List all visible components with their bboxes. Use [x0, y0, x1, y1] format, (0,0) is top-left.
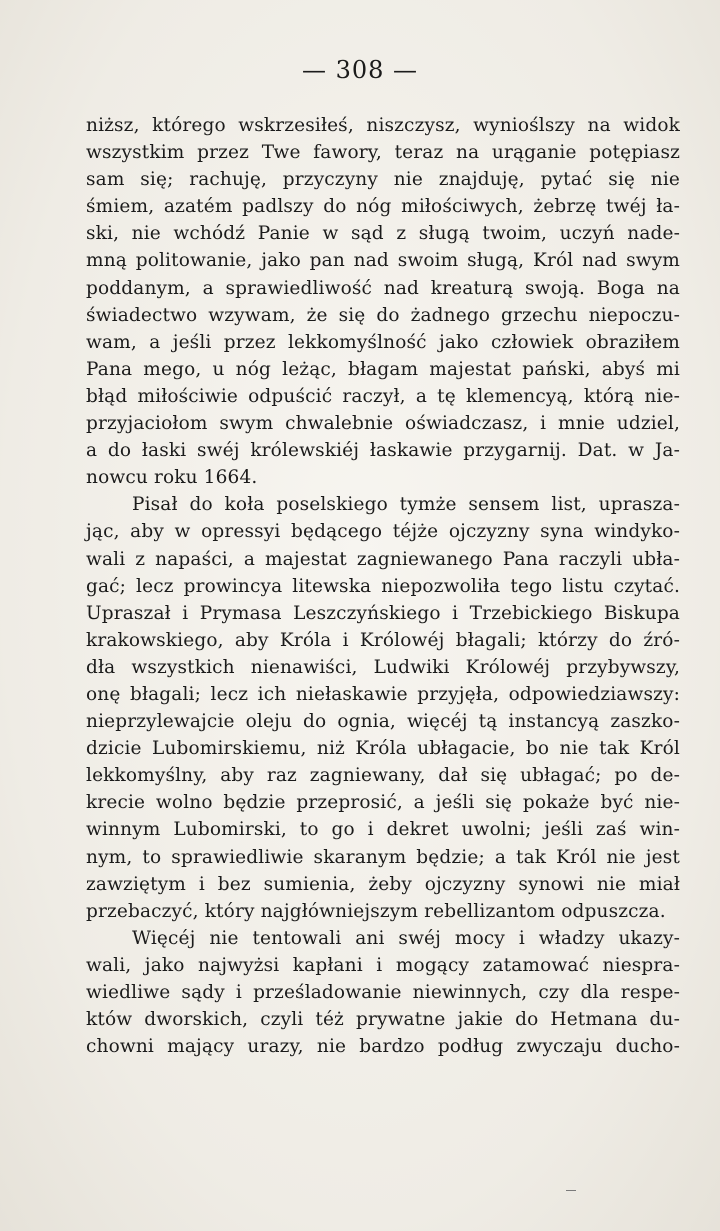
text-line: świadectwo wzywam, że się do żadnego grzechu niepoczu- — [86, 304, 680, 326]
text-line: Więcéj nie tentowali ani swéj mocy i władzy ukazy- — [132, 927, 680, 949]
text-line: dła wszystkich nienawiści, Ludwiki Królowéj przybywszy, — [86, 656, 680, 678]
text-line: Upraszał i Prymasa Leszczyńskiego i Trzebickiego Biskupa — [86, 602, 680, 624]
text-line: wali, jako najwyżsi kapłani i mogący zatamować niespra- — [86, 954, 680, 976]
text-line: niższ, którego wskrzesiłeś, niszczysz, wynioślszy na widok — [86, 115, 680, 136]
text-line: wiedliwe sądy i prześladowanie niewinnych, czy dla respe- — [86, 982, 680, 1003]
text-line: przebaczyć, który najgłówniejszym rebellizantom odpuszcza. — [86, 900, 666, 922]
paragraph-1 — [86, 112, 680, 491]
text-line: krecie wolno będzie przeprosić, a jeśli się pokaże być nie- — [86, 792, 680, 814]
paragraph-2 — [86, 491, 680, 925]
bottom-mark-divider — [566, 1190, 576, 1191]
text-line: śmiem, azatém padlszy do nóg miłościwych, żebrzę twéj ła- — [86, 196, 680, 218]
text-line: poddanym, a sprawiedliwość nad kreaturą swoją. Boga na — [86, 277, 680, 299]
text-line: nym, to sprawiedliwie skaranym będzie; a tak Król nie jest — [86, 846, 680, 868]
text-line: onę błagali; lecz ich niełaskawie przyjęła, odpowiedziawszy: — [86, 683, 680, 705]
text-line: Pisał do koła poselskiego tymże sensem list, upraszа- — [132, 494, 680, 516]
text-line: sam się; rachuję, przyczyny nie znajduję, pytać się nie — [86, 169, 680, 191]
text-line: nieprzylewajcie oleju do ognia, więcéj tą instancyą zaszko- — [86, 711, 680, 733]
text-line: lekkomyślny, aby raz zagniewany, dał się ubłagać; po de- — [86, 765, 680, 787]
text-line: ski, nie wchódź Panie w sąd z sługą twoim, uczyń nade- — [86, 223, 680, 245]
text-line: chowni mający urazy, nie bardzo podług zwyczaju ducho- — [86, 1036, 680, 1058]
paragraph-3 — [86, 925, 680, 1060]
text-line: krakowskiego, aby Króla i Królowéj błagali; którzy do źró- — [86, 629, 680, 651]
text-line: wszystkim przez Twe fawory, teraz na urąganie potępiasz — [86, 142, 680, 164]
page-number-header: — 308 — — [301, 56, 419, 84]
text-line: winnym Lubomirski, to go i dekret uwolni; jeśli zaś win- — [86, 819, 680, 841]
text-line: przyjaciołom swym chwalebnie oświadczasz, i mnie udziel, — [86, 413, 680, 435]
text-line: błąd miłościwie odpuścić raczył, a tę klemencyą, którą nie- — [86, 385, 680, 407]
text-line: dzicie Lubomirskiemu, niż Króla ubłagacie, bo nie tak Król — [86, 738, 680, 760]
text-line: któw dworskich, czyli téż prywatne jakie do Hetmana du- — [86, 1009, 680, 1031]
text-line: wam, a jeśli przez lekkomyślność jako człowiek obraziłem — [86, 331, 680, 353]
text-line: wali z napaści, a majestat zagniewanego Pana raczyli ubła- — [86, 548, 680, 570]
text-line: Pana mego, u nóg leżąc, błagam majestat pański, abyś mi — [86, 358, 680, 380]
text-line: mną politowanie, jako pan nad swoim sługą, Król nad swym — [86, 250, 680, 272]
page-body — [86, 112, 680, 1060]
text-line: zawziętym i bez sumienia, żeby ojczyzny synowi nie miał — [86, 873, 680, 895]
text-line: nowcu roku 1664. — [86, 467, 258, 489]
text-line: gać; lecz prowincya litewska niepozwoliła tego listu czytać. — [86, 575, 680, 597]
text-line: a do łaski swéj królewskiéj łaskawie przygarnij. Dat. w Ja- — [86, 440, 680, 462]
text-line: jąc, aby w opressyi będącego téjże ojczyzny syna windyko- — [86, 521, 680, 543]
